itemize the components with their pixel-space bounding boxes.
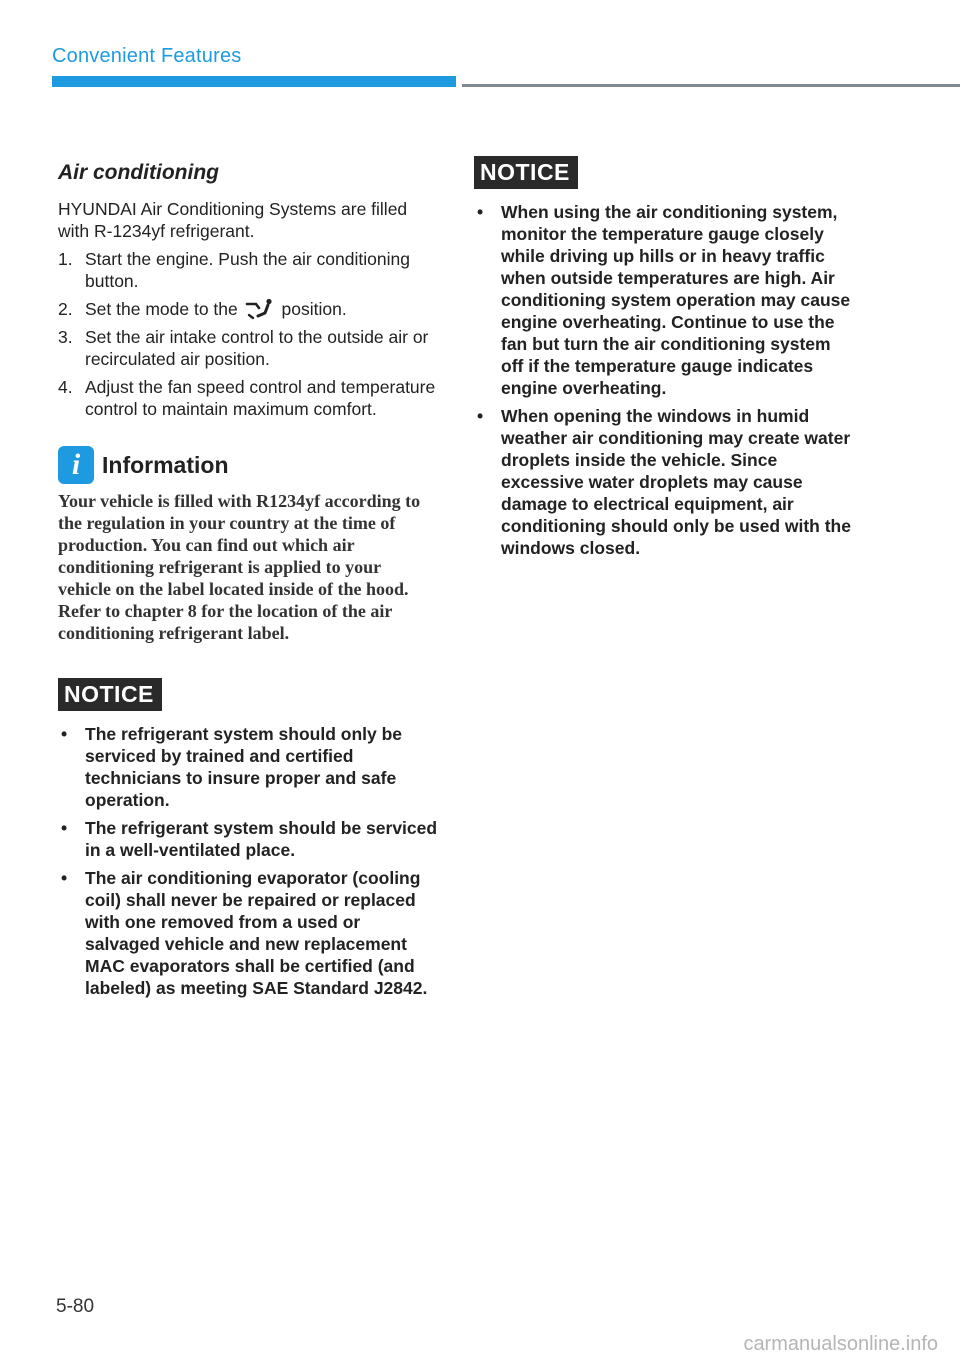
notice-block-left	[58, 678, 438, 999]
notice-badge: NOTICE	[58, 678, 162, 711]
notice-badge: NOTICE	[474, 156, 578, 189]
step-number: 4.	[58, 377, 73, 397]
air-conditioning-intro: HYUNDAI Air Conditioning Systems are filled with R-1234yf refrigerant.	[58, 199, 408, 241]
step-item	[58, 248, 438, 292]
notice-item	[58, 723, 438, 811]
floor-mode-icon	[245, 298, 275, 320]
information-body: Your vehicle is filled with R1234yf according to the regulation in your country at the time of production. You can find out which air conditioning refrigerant is applied to your vehicle on the label located inside of the hood. Refer to chapter 8 for the location of the air conditioning refrigerant label.	[58, 491, 421, 643]
bullet-icon: •	[61, 724, 68, 744]
notice-list	[58, 723, 438, 999]
step-text: Set the air intake control to the outside air or recirculated air position.	[85, 327, 429, 369]
page-number: 5-80	[56, 1296, 95, 1317]
step-number: 1.	[58, 249, 73, 269]
step-number: 2.	[58, 299, 73, 319]
notice-text: The air conditioning evaporator (cooling coil) shall never be repaired or replaced with one removed from a used or salvaged vehicle and new replacement MAC evaporators shall be certified (and labeled) as meeting SAE Standard J2842.	[85, 868, 428, 998]
left-column	[58, 158, 438, 1005]
header-rule	[462, 84, 960, 87]
steps-list	[58, 248, 438, 420]
air-conditioning-title: Air conditioning	[58, 161, 219, 184]
bullet-icon: •	[477, 406, 484, 426]
notice-item	[474, 201, 854, 399]
step-item	[58, 376, 438, 420]
notice-text: The refrigerant system should be serviced in a well-ventilated place.	[85, 818, 438, 860]
bullet-icon: •	[477, 202, 484, 222]
step-item	[58, 298, 438, 320]
information-header	[58, 446, 438, 484]
notice-text: The refrigerant system should only be serviced by trained and certified technicians to insure proper and safe operation.	[85, 724, 403, 810]
step-item	[58, 326, 438, 370]
notice-text: When using the air conditioning system, monitor the temperature gauge closely while driving up hills or in heavy traffic when outside temperatures are high. Air conditioning system operation may cause engine overheating. Continue to use the fan but turn the air conditioning system off if the temperature gauge indicates engine overheating.	[501, 202, 851, 398]
bullet-icon: •	[61, 868, 68, 888]
bullet-icon: •	[61, 818, 68, 838]
step-text: Set the mode to the	[85, 299, 238, 319]
step-text: position.	[281, 299, 347, 319]
notice-list	[474, 201, 854, 559]
notice-item	[58, 867, 438, 999]
step-text: Adjust the fan speed control and temperature control to maintain maximum comfort.	[85, 377, 436, 419]
section-header: Convenient Features	[52, 45, 242, 67]
header-accent-bar	[52, 76, 456, 87]
step-text: Start the engine. Push the air conditioning button.	[85, 249, 410, 291]
notice-item	[474, 405, 854, 559]
notice-item	[58, 817, 438, 861]
information-title: Information	[102, 451, 229, 478]
step-number: 3.	[58, 327, 73, 347]
notice-text: When opening the windows in humid weather air conditioning may create water droplets inside the vehicle. Since excessive water droplets may cause damage to electrical equipment, air conditioning should only be used with the windows closed.	[501, 406, 851, 558]
information-icon: i	[58, 446, 94, 484]
watermark: carmanualsonline.info	[743, 1333, 938, 1355]
right-column	[474, 156, 854, 565]
